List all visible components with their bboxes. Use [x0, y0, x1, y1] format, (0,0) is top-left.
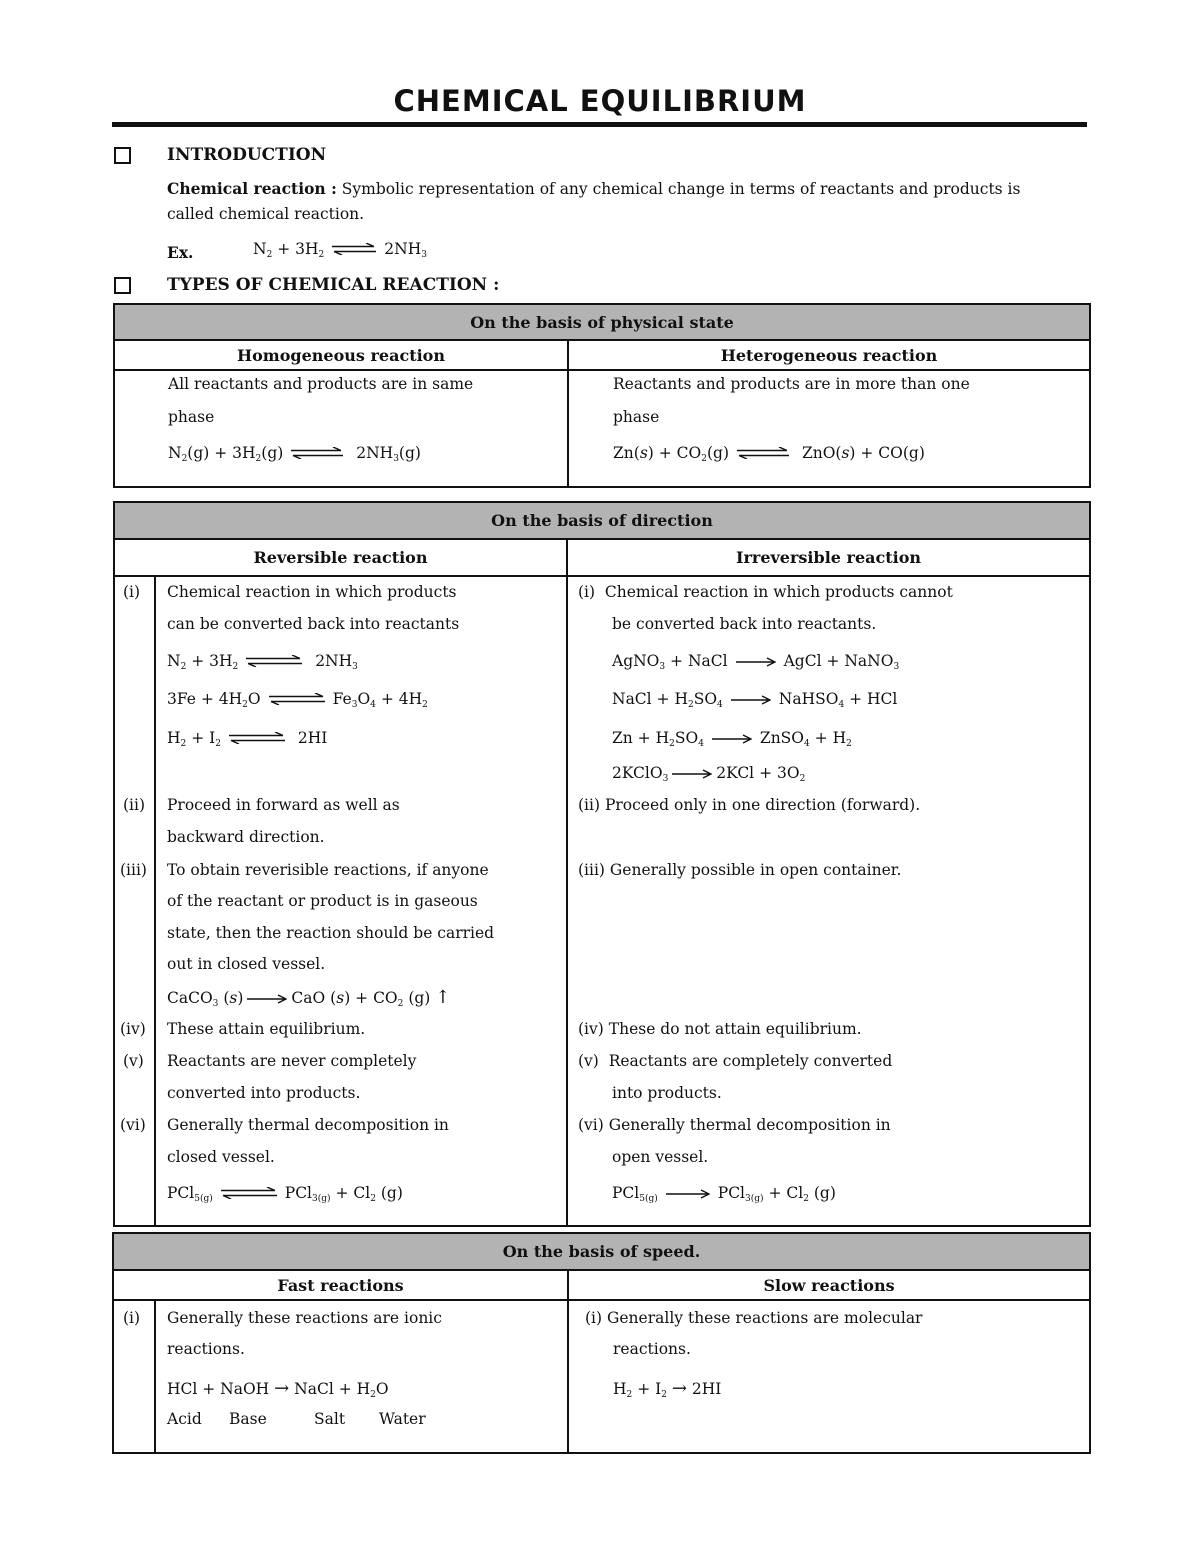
speed-table: [112, 1232, 1091, 1454]
checkbox-bullet-icon: [114, 147, 131, 164]
reversible-vi-line1: Generally thermal decomposition in: [167, 1116, 449, 1134]
equilibrium-arrow-icon: [229, 730, 285, 748]
speed-label-column: [113, 1300, 155, 1453]
reversible-iii-line4: out in closed vessel.: [167, 955, 326, 973]
reversible-eq1: $N_2 + 3H_2$ $2NH_3$: [167, 652, 358, 672]
intro-term: Chemical reaction :: [167, 179, 337, 198]
direction-label-column: [114, 576, 155, 1226]
irreversible-eq2: NaCl + $H_2SO_4$ NaHSO$_4$ + HCl: [612, 690, 898, 710]
reversible-header: Reversible reaction: [114, 539, 567, 576]
example-equation: $N_2 + 3H_2$ $2NH_3$: [253, 240, 427, 260]
irreversible-cell: [567, 576, 1090, 1226]
irreversible-header: Irreversible reaction: [567, 539, 1090, 576]
fast-line2: reactions.: [167, 1340, 245, 1358]
label-ii: (ii): [578, 796, 601, 814]
arrow-right-icon: [712, 730, 752, 748]
reversible-iii-line3: state, then the reaction should be carried: [167, 924, 495, 942]
arrow-right-icon: →: [274, 1378, 290, 1399]
reversible-eq3: $H_2 + I_2$ 2HI: [167, 729, 328, 749]
arrow-right-icon: [731, 691, 771, 709]
checkbox-bullet-icon: [114, 277, 131, 294]
direction-table: [113, 501, 1091, 1227]
irreversible-ii: [578, 796, 920, 814]
slow-line2: reactions.: [613, 1340, 691, 1358]
label-v: (v): [123, 1052, 144, 1070]
equilibrium-arrow-icon: [246, 653, 302, 671]
arrow-right-icon: →: [671, 1378, 687, 1399]
irreversible-eq1: AgNO$_3$ + NaCl AgCl + NaNO$_3$: [612, 652, 900, 672]
slow-equation: $H_2 + I_2 \to 2HI$: [613, 1378, 722, 1400]
intro-definition-line2: called chemical reaction.: [167, 205, 365, 223]
irreversible-ii-text: Proceed only in one direction (forward).: [604, 796, 921, 814]
irreversible-eq5: PCl$_{5(g)}$ $PCl_{3(g)} + Cl_2$ (g): [612, 1184, 836, 1204]
equilibrium-arrow-icon: [332, 241, 376, 259]
equilibrium-arrow-icon: [269, 691, 325, 709]
arrow-right-icon: [672, 765, 712, 783]
physical-state-title: On the basis of physical state: [114, 304, 1090, 340]
physical-state-table: [113, 303, 1091, 488]
reversible-eq4: CaCO$_3$ (s) CaO $(s) + CO_2$ (g) ↑: [167, 987, 451, 1009]
homogeneous-equation: $N_2(g) + 3H_2(g)$ $2NH_3(g)$: [168, 444, 421, 464]
label-i: (i): [123, 583, 141, 601]
reversible-vi-line2: closed vessel.: [167, 1148, 275, 1166]
reversible-cell: [155, 576, 567, 1226]
heterogeneous-cell: [568, 370, 1090, 487]
reversible-v-line2: converted into products.: [167, 1084, 361, 1102]
label-iii: (iii): [120, 861, 147, 879]
homogeneous-line2: phase: [168, 408, 215, 426]
irreversible-i-line2: be converted back into reactants.: [612, 615, 877, 633]
fast-header: Fast reactions: [113, 1270, 568, 1300]
arrow-right-icon: [666, 1185, 710, 1203]
irreversible-i-line1: [578, 583, 953, 601]
arrow-right-icon: [736, 653, 776, 671]
label-iii: (iii): [578, 861, 605, 879]
page-title: CHEMICAL EQUILIBRIUM: [393, 84, 807, 118]
direction-title: On the basis of direction: [114, 502, 1090, 539]
reversible-v-line1: Reactants are never completely: [167, 1052, 417, 1070]
equilibrium-arrow-icon: [291, 445, 343, 463]
reversible-iii-line2: of the reactant or product is in gaseous: [167, 892, 478, 910]
label-iv: (iv): [120, 1020, 146, 1038]
intro-definition-line1: Symbolic representation of any chemical change in terms of reactants and products is: [341, 180, 1021, 198]
base-label: Base: [229, 1410, 267, 1428]
irreversible-v-text: Reactants are completely converted: [608, 1052, 893, 1070]
label-ii: (ii): [123, 796, 146, 814]
slow-header: Slow reactions: [568, 1270, 1090, 1300]
heterogeneous-line2: phase: [613, 408, 660, 426]
irreversible-vi-text: Generally thermal decomposition in: [608, 1116, 891, 1134]
label-i: (i): [123, 1309, 141, 1327]
equilibrium-arrow-icon: [221, 1185, 277, 1203]
gas-up-arrow-icon: ↑: [435, 987, 451, 1008]
reversible-ii-line2: backward direction.: [167, 828, 325, 846]
label-v: (v): [578, 1052, 599, 1070]
homogeneous-header: Homogeneous reaction: [114, 340, 568, 370]
irreversible-iii-text: Generally possible in open container.: [609, 861, 902, 879]
heterogeneous-line1: Reactants and products are in more than one: [613, 375, 970, 393]
slow-line1: [585, 1309, 922, 1327]
water-label: Water: [379, 1410, 426, 1428]
reversible-i-line1: Chemical reaction in which products: [167, 583, 457, 601]
acid-label: Acid: [167, 1410, 202, 1428]
fast-line1: Generally these reactions are ionic: [167, 1309, 442, 1327]
reversible-eq5: PCl$_{5(g)}$ $PCl_{3(g)} + Cl_2$ (g): [167, 1184, 403, 1204]
salt-label: Salt: [314, 1410, 346, 1428]
irreversible-vi: [578, 1116, 891, 1134]
label-i: (i): [585, 1309, 603, 1327]
label-vi: (vi): [120, 1116, 146, 1134]
slow-cell: [568, 1300, 1090, 1453]
heterogeneous-equation: $Zn(s) + CO_2(g) ZnO(s) + CO(g)$: [613, 444, 925, 464]
label-vi: (vi): [578, 1116, 604, 1134]
fast-cell: [155, 1300, 568, 1453]
types-heading: TYPES OF CHEMICAL REACTION :: [167, 275, 500, 295]
intro-definition: [167, 176, 1087, 202]
label-iv: (iv): [578, 1020, 604, 1038]
irreversible-vi-line2: open vessel.: [612, 1148, 709, 1166]
irreversible-iv: [578, 1020, 862, 1038]
irreversible-i-text: Chemical reaction in which products cannot: [604, 583, 953, 601]
speed-title: On the basis of speed.: [113, 1233, 1090, 1270]
homogeneous-cell: [114, 370, 568, 487]
irreversible-v: [578, 1052, 892, 1070]
fast-equation: HCl + NaOH → NaCl + $H_2O$: [167, 1378, 389, 1400]
reversible-eq2: $3Fe + 4H_2O$ $Fe_3O_4 + 4H_2$: [167, 690, 428, 710]
example-label: Ex.: [167, 243, 194, 262]
reversible-ii-line1: Proceed in forward as well as: [167, 796, 400, 814]
reversible-iii-line1: To obtain reverisible reactions, if anyone: [167, 861, 489, 879]
irreversible-eq4: 2KClO$_3$ $2KCl + 3O_2$: [612, 764, 806, 784]
irreversible-eq3: $Zn + H_2SO_4$ ZnSO$_4$ + $H_2$: [612, 729, 852, 749]
irreversible-v-line2: into products.: [612, 1084, 722, 1102]
reversible-iv: These attain equilibrium.: [167, 1020, 366, 1038]
reversible-i-line2: can be converted back into reactants: [167, 615, 460, 633]
slow-line1-text: Generally these reactions are molecular: [607, 1309, 923, 1327]
heterogeneous-header: Heterogeneous reaction: [568, 340, 1090, 370]
intro-heading: INTRODUCTION: [167, 145, 327, 165]
title-rule: [112, 122, 1087, 127]
homogeneous-line1: All reactants and products are in same: [168, 375, 474, 393]
equilibrium-arrow-icon: [737, 445, 789, 463]
arrow-right-icon: [247, 990, 287, 1008]
irreversible-iv-text: These do not attain equilibrium.: [608, 1020, 862, 1038]
irreversible-iii: [578, 861, 901, 879]
label-i: (i): [578, 583, 596, 601]
